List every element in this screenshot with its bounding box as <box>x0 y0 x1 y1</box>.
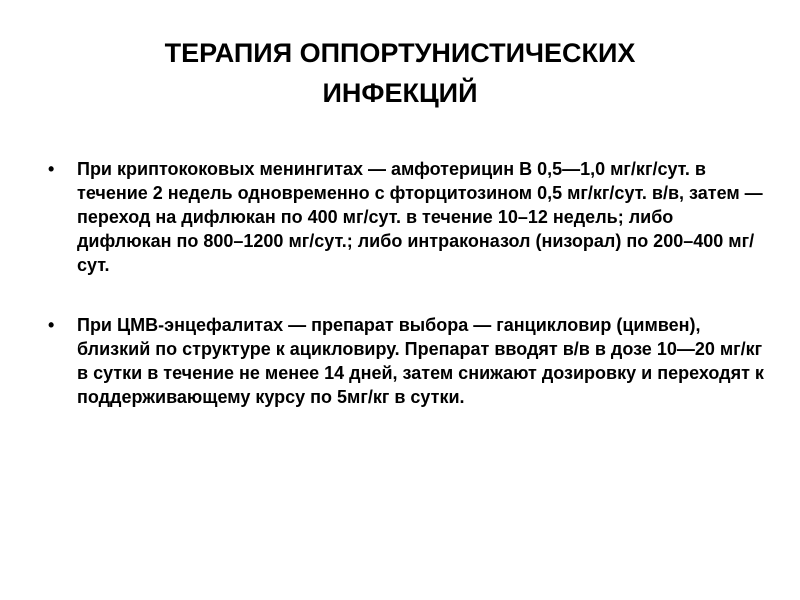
bullet-marker-icon: • <box>48 315 55 335</box>
bullet-item-cmv-encephalitis <box>48 313 768 409</box>
title-line-2: ИНФЕКЦИЙ <box>322 78 478 108</box>
title-line-1: ТЕРАПИЯ ОППОРТУНИСТИЧЕСКИХ <box>164 38 636 68</box>
bullet-text: При криптококовых менингитах — амфотерицин В 0,5—1,0 мг/кг/сут. в течение 2 недель одновременно с фторцитозином 0,5 мг/кг/сут. в/в, затем — переход на дифлюкан по 400 мг/сут. в течение 10–12 недель; либо дифлюкан по 800–1200 мг/сут.; либо интраконазол (низорал) по 200–400 мг/сут. <box>77 159 763 275</box>
slide-title <box>60 33 740 113</box>
bullet-item-cryptococcal-meningitis <box>48 157 768 277</box>
bullet-list <box>48 157 768 409</box>
bullet-marker-icon: • <box>48 159 55 179</box>
bullet-text: При ЦМВ-энцефалитах — препарат выбора — ганцикловир (цимвен), близкий по структуре к ацикловиру. Препарат вводят в/в в дозе 10—20 мг/кг в сутки в течение не менее 14 дней, затем снижают дозировку и переходят к поддерживающему курсу по 5мг/кг в сутки. <box>77 315 764 407</box>
